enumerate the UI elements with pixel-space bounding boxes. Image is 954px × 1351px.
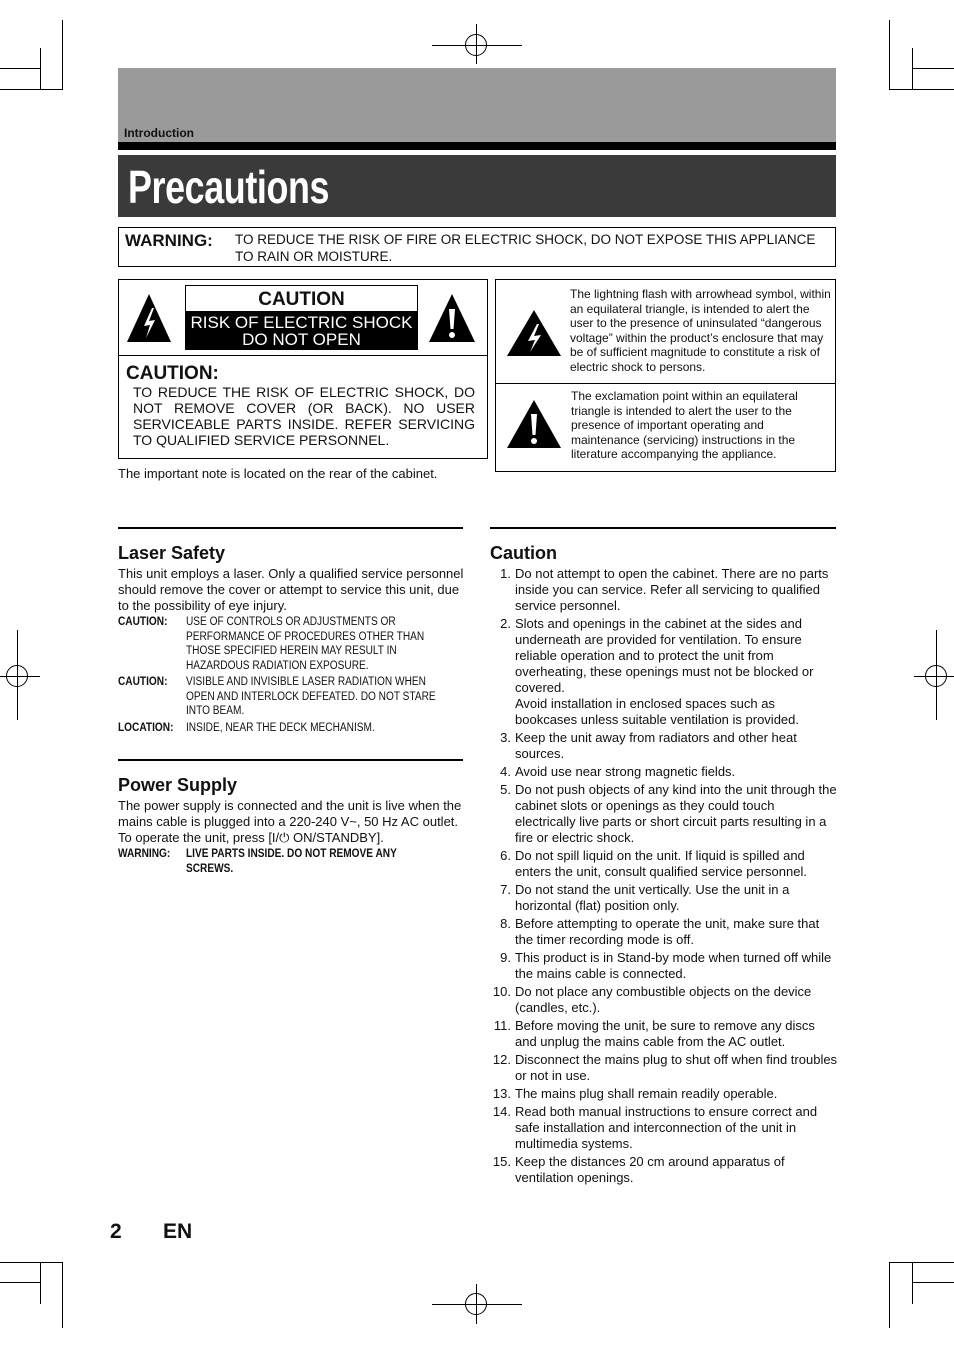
- note-value: VISIBLE AND INVISIBLE LASER RADIATION WHEN OPEN AND INTERLOCK DEFEATED. DO NOT STARE INTO BEAM.: [186, 676, 436, 717]
- list-item: [490, 730, 838, 762]
- note-value: LIVE PARTS INSIDE. DO NOT REMOVE ANY SCREWS.: [186, 848, 397, 875]
- note-value: USE OF CONTROLS OR ADJUSTMENTS OR PERFORMANCE OF PROCEDURES OTHER THAN THOSE SPECIFIED HEREIN MAY RESULT IN HAZARDOUS RADIATION EXPOSURE.: [186, 616, 425, 672]
- item-text: This product is in Stand-by mode when turned off while the mains cable is connected.: [515, 950, 832, 981]
- item-number: 10.: [492, 984, 511, 999]
- caution-list: [490, 566, 838, 1188]
- caution-sign-subtitle: [186, 311, 417, 349]
- list-item: [490, 1154, 838, 1186]
- item-text: Do not attempt to open the cabinet. There are no parts inside you can service. Refer all servicing to qualified service personnel.: [515, 566, 829, 613]
- important-note: The important note is located on the rear of the cabinet.: [118, 466, 438, 481]
- item-number: 6.: [500, 848, 511, 863]
- page-number: 2: [110, 1220, 122, 1243]
- page-language: EN: [163, 1220, 193, 1243]
- section-rule: [490, 527, 836, 529]
- list-item: [490, 1052, 838, 1084]
- list-item: [490, 566, 838, 614]
- caution-box: [118, 279, 488, 459]
- caution-sign-line-1: RISK OF ELECTRIC SHOCK: [190, 313, 413, 332]
- list-item: [490, 984, 838, 1016]
- list-item: [490, 1104, 838, 1152]
- item-number: 3.: [500, 730, 511, 745]
- section-rule: [118, 759, 463, 761]
- power-supply-text: The power supply is connected and the unit is live when the mains cable is plugged into a 220-240 V~, 50 Hz AC outlet. To operate the unit, press [I/⏻ ON/STANDBY].: [118, 798, 462, 845]
- caution-heading: CAUTION:: [126, 363, 219, 384]
- caution-sign-line-2: DO NOT OPEN: [242, 330, 361, 349]
- laser-safety-text: This unit employs a laser. Only a qualified service personnel should remove the cover or attempt to service this unit, due to the possibility of eye injury.: [118, 566, 464, 613]
- list-item: [490, 848, 838, 880]
- list-item: [490, 764, 838, 780]
- caution-heading: Caution: [490, 543, 557, 563]
- item-text: Disconnect the mains plug to shut off when find troubles or not in use.: [515, 1052, 838, 1083]
- item-number: 12.: [492, 1052, 511, 1067]
- item-number: 4.: [500, 764, 511, 779]
- note-value: INSIDE, NEAR THE DECK MECHANISM.: [186, 722, 375, 734]
- laser-safety-heading: Laser Safety: [118, 543, 226, 563]
- item-text: The mains plug shall remain readily operable.: [515, 1086, 778, 1101]
- item-number: 8.: [500, 916, 511, 931]
- warning-box: [118, 227, 836, 267]
- item-number: 14.: [492, 1104, 511, 1119]
- warning-text: TO REDUCE THE RISK OF FIRE OR ELECTRIC SHOCK, DO NOT EXPOSE THIS APPLIANCE TO RAIN OR MOISTURE.: [235, 232, 816, 264]
- divider: [496, 383, 835, 384]
- note-key: CAUTION:: [118, 676, 168, 688]
- list-item: [490, 1018, 838, 1050]
- item-number: 2.: [500, 616, 511, 631]
- symbol-explanation-box: [495, 279, 836, 472]
- divider: [119, 355, 487, 356]
- note-key: LOCATION:: [118, 722, 174, 734]
- header-rule: [118, 142, 836, 150]
- note-key: CAUTION:: [118, 616, 168, 628]
- list-item: [490, 916, 838, 948]
- item-number: 1.: [500, 566, 511, 581]
- lightning-symbol-icon: [505, 308, 563, 358]
- item-extra-text: Avoid installation in enclosed spaces such as bookcases unless suitable ventilation is provided.: [515, 696, 800, 727]
- item-text: Do not stand the unit vertically. Use the unit in a horizontal (flat) position only.: [515, 882, 790, 913]
- list-item: [490, 950, 838, 982]
- item-text: Before moving the unit, be sure to remove any discs and unplug the mains cable from the AC outlet.: [515, 1018, 815, 1049]
- exclamation-symbol-text: The exclamation point within an equilateral triangle is intended to alert the user to the presence of important operating and maintenance (servicing) instructions in the literature accompanying the appliance.: [571, 389, 798, 461]
- caution-sign-title: CAUTION: [258, 289, 345, 310]
- section-rule: [118, 527, 463, 529]
- page-title: Precautions: [128, 161, 330, 213]
- item-number: 9.: [500, 950, 511, 965]
- list-item: [490, 616, 838, 728]
- item-text: Slots and openings in the cabinet at the sides and underneath are provided for ventilation. To ensure reliable operation and to protect the unit from overheating, these openings must not be blocked or covered.: [515, 616, 814, 695]
- list-item: [490, 882, 838, 914]
- item-text: Avoid use near strong magnetic fields.: [515, 764, 736, 779]
- list-item: [490, 1086, 838, 1102]
- warning-label: WARNING:: [125, 231, 213, 250]
- caution-text: TO REDUCE THE RISK OF ELECTRIC SHOCK, DO NOT REMOVE COVER (OR BACK). NO USER SERVICEABLE PARTS INSIDE. REFER SERVICING TO QUALIFIED SERVICE PERSONNEL.: [133, 384, 475, 448]
- item-text: Read both manual instructions to ensure correct and safe installation and interconnection of the unit in multimedia systems.: [515, 1104, 818, 1151]
- item-text: Do not spill liquid on the unit. If liquid is spilled and enters the unit, consult qualified service personnel.: [515, 848, 807, 879]
- note-key: WARNING:: [118, 848, 171, 860]
- power-supply-heading: Power Supply: [118, 775, 238, 795]
- item-number: 7.: [500, 882, 511, 897]
- exclamation-symbol-icon: [505, 398, 563, 450]
- lightning-warning-icon: [125, 292, 173, 344]
- item-number: 11.: [493, 1018, 511, 1033]
- item-number: 15.: [492, 1154, 511, 1169]
- item-text: Do not push objects of any kind into the unit through the cabinet slots or openings as they could touch electrically live parts or short circuit parts resulting in a fire or electric shock.: [515, 782, 837, 845]
- lightning-symbol-text: The lightning flash with arrowhead symbol, within an equilateral triangle, is intended to alert the user to the presence of uninsulated “dangerous voltage” within the product’s enclosure that may be of sufficient magnitude to constitute a risk of electric shock to persons.: [570, 287, 831, 374]
- item-text: Before attempting to operate the unit, make sure that the timer recording mode is off.: [515, 916, 820, 947]
- header-band: [118, 68, 836, 142]
- item-number: 5.: [500, 782, 511, 797]
- item-number: 13.: [492, 1086, 511, 1101]
- item-text: Do not place any combustible objects on the device (candles, etc.).: [515, 984, 812, 1015]
- caution-sign: [185, 285, 418, 350]
- item-text: Keep the unit away from radiators and other heat sources.: [515, 730, 797, 761]
- section-label: Introduction: [124, 126, 194, 140]
- exclamation-warning-icon: [427, 292, 477, 344]
- item-text: Keep the distances 20 cm around apparatus of ventilation openings.: [515, 1154, 785, 1185]
- list-item: [490, 782, 838, 846]
